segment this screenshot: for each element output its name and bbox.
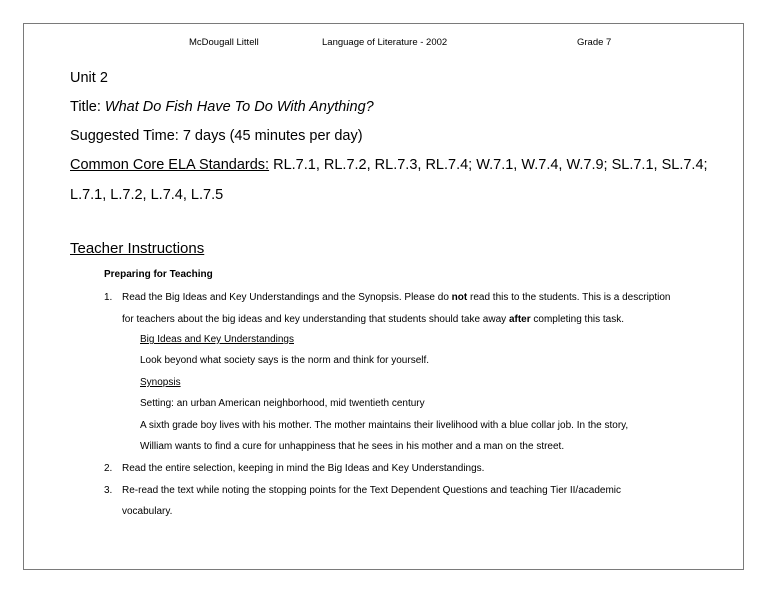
item-1-emphasis-not: not xyxy=(451,292,468,303)
item-3-line-2: vocabulary. xyxy=(122,506,173,517)
title-label: Title: xyxy=(70,99,105,115)
item-3-number: 3. xyxy=(104,485,113,496)
item-1-line-1-b: read this to the students. This is a description xyxy=(467,292,671,303)
item-1-line-2 xyxy=(122,314,624,325)
synopsis-line-2: William wants to find a cure for unhappiness that he sees in his mother and a man on the street. xyxy=(140,441,565,452)
title-text: What Do Fish Have To Do With Anything? xyxy=(104,99,374,115)
item-1-line-2-a: for teachers about the big ideas and key understanding that students should take away xyxy=(122,314,509,325)
unit-label: Unit 2 xyxy=(70,70,108,86)
standards-line-1 xyxy=(70,157,708,173)
item-1-emphasis-after: after xyxy=(508,314,531,325)
item-3-line-1: Re-read the text while noting the stopping points for the Text Dependent Questions and teaching Tier II/academic xyxy=(122,485,622,496)
big-ideas-heading: Big Ideas and Key Understandings xyxy=(140,334,294,345)
header-book-title: Language of Literature - 2002 xyxy=(322,37,448,48)
suggested-time: Suggested Time: 7 days (45 minutes per day) xyxy=(70,128,363,144)
synopsis-line-1: A sixth grade boy lives with his mother. The mother maintains their livelihood with a blue collar job. In the story, xyxy=(140,420,629,431)
synopsis-heading: Synopsis xyxy=(140,377,181,388)
teacher-instructions-heading: Teacher Instructions xyxy=(70,240,205,257)
item-1-line-2-b: completing this task. xyxy=(530,314,624,325)
header-publisher: McDougall Littell xyxy=(189,37,259,48)
standards-line-2: L.7.1, L.7.2, L.7.4, L.7.5 xyxy=(70,187,224,203)
big-ideas-text: Look beyond what society says is the norm and think for yourself. xyxy=(140,355,430,366)
standards-label: Common Core ELA Standards: xyxy=(70,157,270,173)
item-1-number: 1. xyxy=(104,292,113,303)
title-line xyxy=(70,99,374,115)
item-2-text: Read the entire selection, keeping in mind the Big Ideas and Key Understandings. xyxy=(122,463,485,474)
item-1-line-1-a: Read the Big Ideas and Key Understandings and the Synopsis. Please do xyxy=(122,292,452,303)
standards-list-1: RL.7.1, RL.7.2, RL.7.3, RL.7.4; W.7.1, W.7.4, W.7.9; SL.7.1, SL.7.4; xyxy=(269,157,708,173)
item-1-line-1 xyxy=(122,292,670,303)
header-grade: Grade 7 xyxy=(577,37,612,48)
preparing-heading: Preparing for Teaching xyxy=(104,269,213,280)
synopsis-setting: Setting: an urban American neighborhood, mid twentieth century xyxy=(140,398,425,409)
item-2-number: 2. xyxy=(104,463,113,474)
